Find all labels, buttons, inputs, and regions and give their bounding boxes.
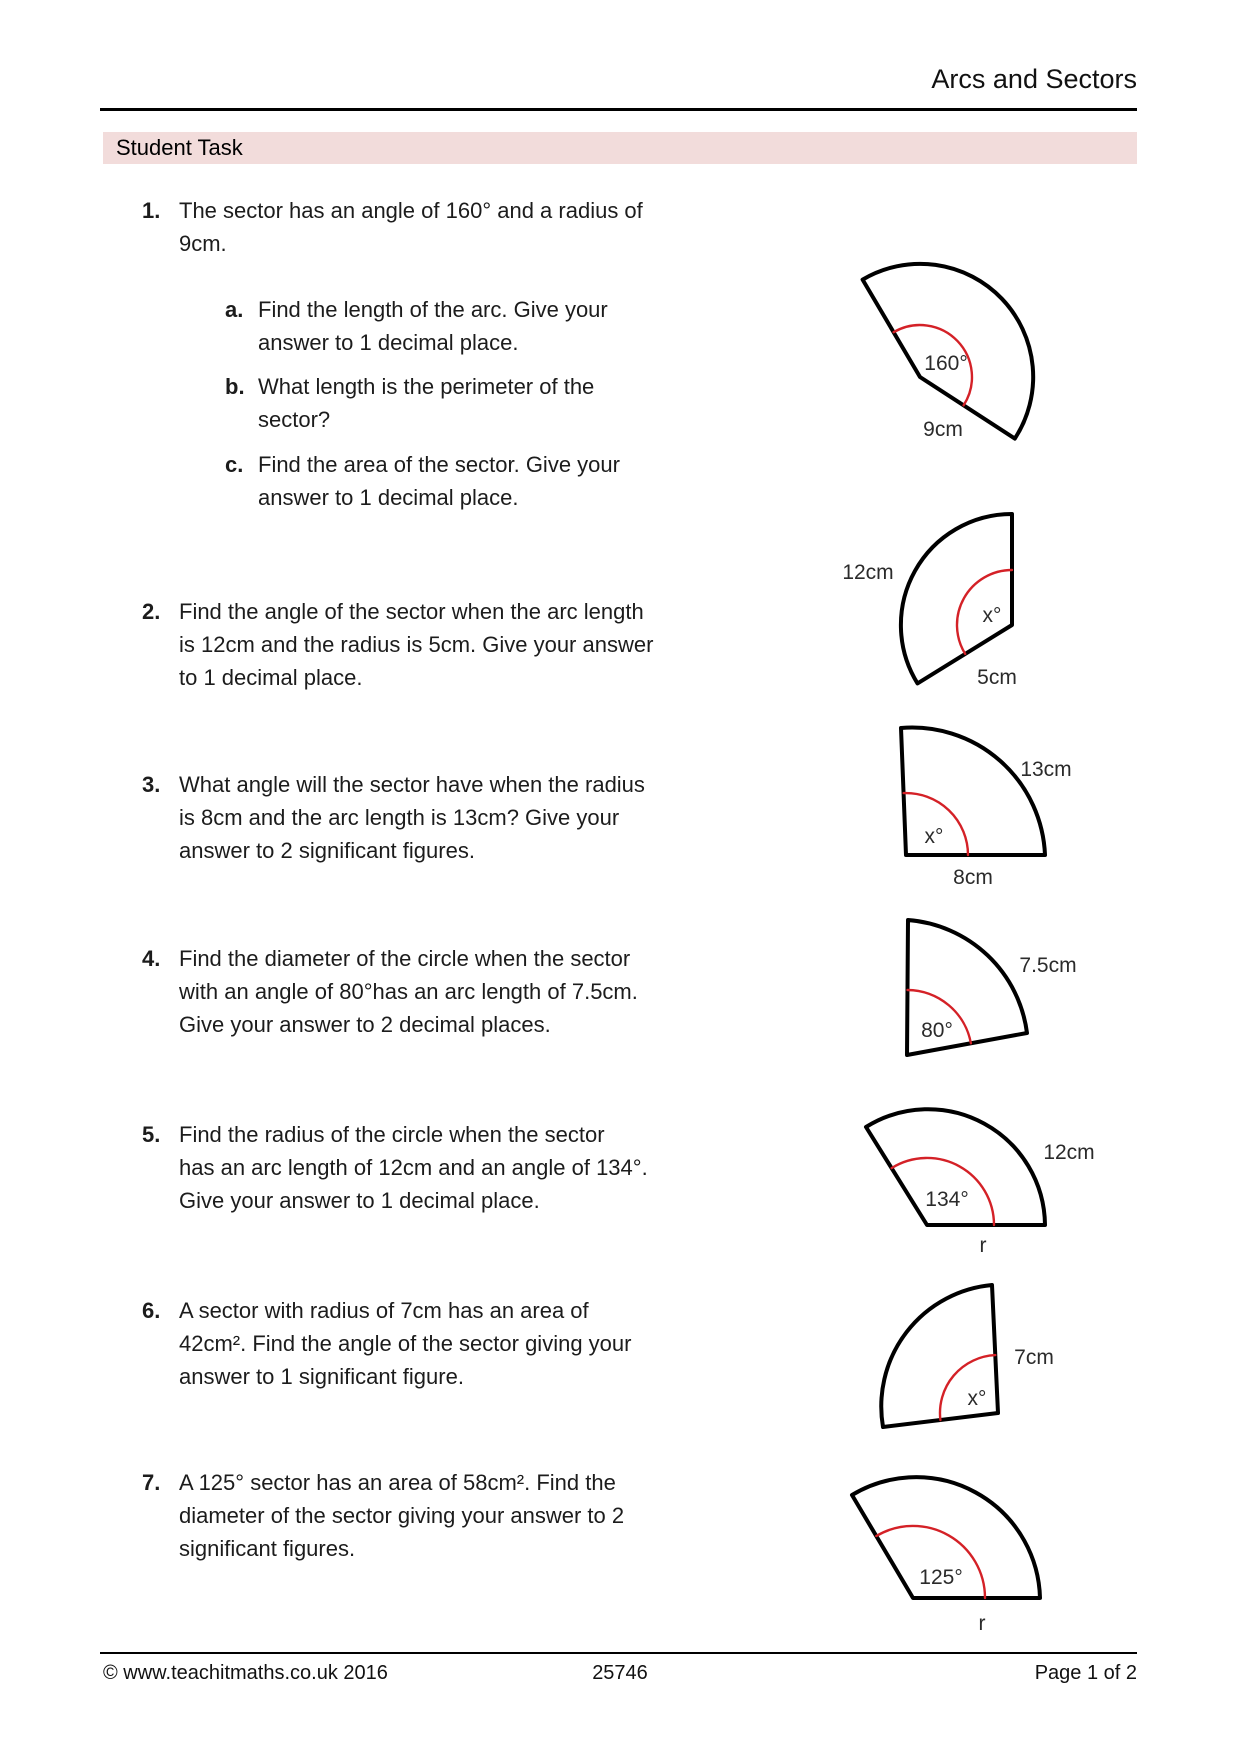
subitem-text: Find the length of the arc. Give your answer to 1 decimal place.	[258, 297, 608, 355]
question-6	[142, 1294, 684, 1393]
radius-label: r	[978, 1612, 986, 1635]
question-text: Find the angle of the sector when the arc length is 12cm and the radius is 5cm. Give your answer to 1 decimal place.	[179, 599, 654, 690]
radius-label: 7cm	[1014, 1346, 1054, 1369]
angle-label: x°	[967, 1387, 987, 1410]
question-text: Find the diameter of the circle when the sector with an angle of 80°has an arc length of 7.5cm. Give your answer to 2 decimal places.	[179, 946, 638, 1037]
footer-page-label: Page 1 of 2	[1034, 1662, 1137, 1684]
arc-length-label: 13cm	[1020, 758, 1072, 781]
question-text: The sector has an angle of 160° and a radius of 9cm.	[179, 198, 643, 256]
arc-length-label: 12cm	[842, 561, 894, 584]
subitem-letter: a.	[225, 297, 244, 322]
question-1	[142, 194, 684, 260]
question-number: 2.	[142, 599, 161, 624]
subitem-text: Find the area of the sector. Give your answer to 1 decimal place.	[258, 452, 620, 510]
question-3	[142, 768, 684, 867]
question-text: A sector with radius of 7cm has an area of 42cm². Find the angle of the sector giving your answer to 1 significant figure.	[179, 1298, 632, 1389]
angle-label: x°	[982, 604, 1002, 627]
question-text: Find the radius of the circle when the sector has an arc length of 12cm and an angle of 134°. Give your answer to 1 decimal place.	[179, 1122, 648, 1213]
header-rule	[100, 108, 1137, 111]
arc-length-label: 12cm	[1043, 1141, 1095, 1164]
angle-label: 125°	[919, 1566, 963, 1589]
sector-figure-7	[840, 1468, 1100, 1648]
page-title: Arcs and Sectors	[931, 64, 1137, 94]
section-header-bar	[103, 132, 1137, 164]
radius-label: 9cm	[923, 418, 963, 441]
radius-label: r	[979, 1234, 987, 1257]
question-1a	[225, 293, 688, 359]
sector-outline	[901, 728, 1045, 855]
sector-figure-6	[865, 1272, 1070, 1452]
question-1b	[225, 370, 688, 436]
sector-outline	[901, 514, 1012, 683]
question-number: 3.	[142, 772, 161, 797]
radius-label: 8cm	[953, 866, 993, 889]
arc-length-label: 7.5cm	[1019, 954, 1077, 977]
radius-label: 5cm	[977, 666, 1017, 689]
footer	[103, 1662, 1137, 1686]
question-text: A 125° sector has an area of 58cm². Find the diameter of the sector giving your answer to 2 significant figures.	[179, 1470, 625, 1561]
sector-figure-1	[845, 235, 1045, 460]
angle-label: x°	[924, 825, 944, 848]
sector-figure-2	[820, 495, 1030, 705]
question-4	[142, 942, 684, 1041]
sector-figure-5	[850, 1095, 1100, 1270]
angle-label: 80°	[921, 1019, 953, 1042]
subitem-letter: c.	[225, 452, 244, 477]
question-number: 7.	[142, 1470, 161, 1495]
question-2	[142, 595, 684, 694]
footer-doc-id: 25746	[592, 1662, 648, 1684]
question-number: 6.	[142, 1298, 161, 1323]
sector-figure-3	[855, 710, 1090, 900]
sector-figure-4	[875, 900, 1090, 1080]
question-7	[142, 1466, 684, 1565]
angle-label: 160°	[924, 352, 968, 375]
angle-label: 134°	[925, 1188, 969, 1211]
subitem-letter: b.	[225, 374, 245, 399]
question-1c	[225, 448, 688, 514]
footer-copyright: © www.teachitmaths.co.uk 2016	[103, 1662, 388, 1684]
question-number: 4.	[142, 946, 161, 971]
question-number: 5.	[142, 1122, 161, 1147]
question-text: What angle will the sector have when the radius is 8cm and the arc length is 13cm? Give your answer to 2 significant figures.	[179, 772, 645, 863]
question-number: 1.	[142, 198, 161, 223]
section-header-label: Student Task	[116, 135, 243, 160]
subitem-text: What length is the perimeter of the sector?	[258, 374, 595, 432]
footer-rule	[100, 1652, 1137, 1654]
question-5	[142, 1118, 684, 1217]
